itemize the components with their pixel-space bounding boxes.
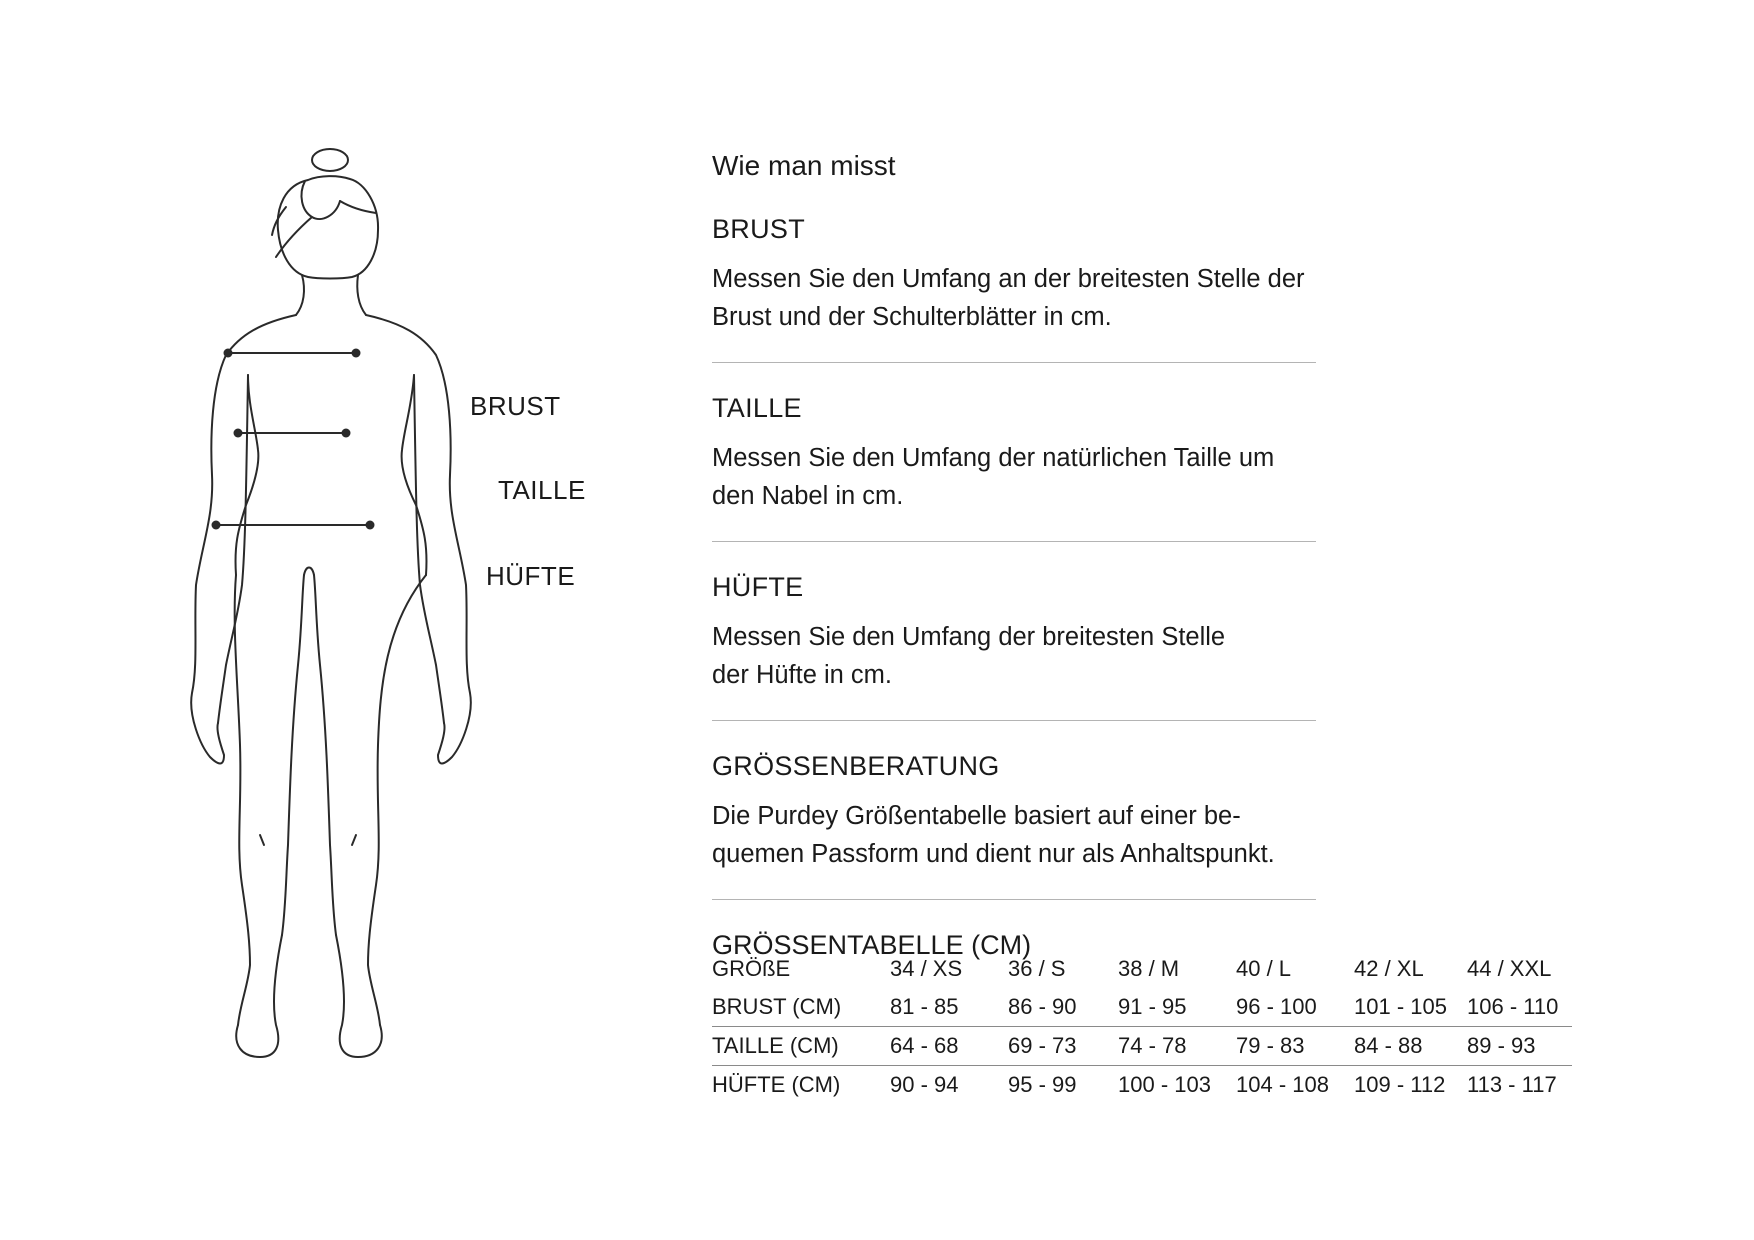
right-hand-inner: [414, 375, 444, 723]
table-header-row: [712, 950, 1572, 988]
waist-dot-right: [342, 429, 351, 438]
chest-figure-label: BRUST: [470, 391, 561, 421]
hair-strand: [340, 201, 376, 213]
table-cell: 69 - 73: [1008, 1027, 1118, 1066]
table-row-waist: [712, 1027, 1572, 1066]
table-row-hip: [712, 1066, 1572, 1105]
table-header-cell: 40 / L: [1236, 956, 1292, 981]
waist-dot-left: [234, 429, 243, 438]
crotch: [304, 568, 314, 576]
table-cell: 81 - 85: [890, 988, 1008, 1027]
hip-dot-right: [366, 521, 375, 530]
left-knee: [260, 835, 264, 845]
table-header-cell: 44 / XXL: [1467, 956, 1552, 981]
right-leg-outer: [368, 575, 426, 1025]
waist-figure-label: TAILLE: [498, 475, 586, 505]
neck-right: [357, 275, 366, 315]
table-cell: 101 - 105: [1354, 988, 1467, 1027]
hair-strand: [276, 217, 312, 257]
table-cell: 84 - 88: [1354, 1027, 1467, 1066]
table-header-cell: GRÖßE: [712, 956, 791, 981]
table-cell: 86 - 90: [1008, 988, 1118, 1027]
table-cell: 95 - 99: [1008, 1072, 1077, 1097]
body-figure: [190, 145, 610, 1105]
table-cell: 91 - 95: [1118, 988, 1236, 1027]
section-text: Messen Sie den Umfang der breitesten Stelle der Hüfte in cm.: [712, 623, 1226, 689]
table-row-chest: [712, 988, 1572, 1027]
table-header-cell: 42 / XL: [1354, 956, 1424, 981]
guide-section-waist: [712, 391, 1316, 542]
guide-intro: Wie man misst: [712, 150, 896, 181]
table-cell: 89 - 93: [1467, 1027, 1572, 1066]
guide-section-size-advice: [712, 749, 1316, 900]
left-side-outline: [191, 315, 296, 764]
hip-figure-label: HÜFTE: [486, 561, 576, 591]
table-row-label: HÜFTE (CM): [712, 1072, 841, 1097]
table-cell: 109 - 112: [1354, 1072, 1446, 1097]
table-cell: 64 - 68: [890, 1027, 1008, 1066]
table-header-cell: 34 / XS: [890, 956, 963, 981]
table-cell: 96 - 100: [1236, 988, 1354, 1027]
table-cell: 79 - 83: [1236, 1027, 1354, 1066]
table-header-cell: 38 / M: [1118, 956, 1180, 981]
left-hand-inner: [218, 375, 248, 723]
guide-section-hip: [712, 570, 1316, 721]
left-leg-inner: [282, 575, 304, 935]
section-title: BRUST: [712, 214, 806, 244]
right-leg-inner: [314, 575, 336, 935]
hip-dot-left: [212, 521, 221, 530]
chest-dot-left: [224, 349, 233, 358]
section-title: HÜFTE: [712, 572, 804, 602]
table-cell: 100 - 103: [1118, 1072, 1211, 1097]
table-row-label: TAILLE (CM): [712, 1027, 890, 1066]
table-header-cell: 36 / S: [1008, 956, 1066, 981]
hair-strand: [301, 181, 340, 219]
table-cell: 90 - 94: [890, 1072, 959, 1097]
table-cell: 104 - 108: [1236, 1072, 1329, 1097]
head-outline: [278, 176, 378, 278]
guide-section-chest: [712, 212, 1316, 363]
section-title: GRÖSSENBERATUNG: [712, 751, 1000, 781]
table-cell: 106 - 110: [1467, 988, 1572, 1027]
measurement-guide: [712, 148, 1316, 980]
table-cell: 113 - 117: [1467, 1072, 1557, 1097]
section-text: Die Purdey Größentabelle basiert auf einer be- quemen Passform und dient nur als Anhaltspunkt.: [712, 802, 1275, 868]
hair-bun: [312, 149, 348, 171]
body-outline-illustration: [190, 145, 610, 1105]
left-leg-outer: [235, 575, 250, 1025]
table-row-label: BRUST (CM): [712, 988, 890, 1027]
table-cell: 74 - 78: [1118, 1027, 1236, 1066]
right-knee: [352, 835, 356, 845]
chest-dot-right: [352, 349, 361, 358]
size-chart-title: GRÖSSENTABELLE (CM): [712, 930, 1032, 960]
section-title: TAILLE: [712, 393, 802, 423]
size-chart-table: [712, 950, 1572, 1104]
section-text: Messen Sie den Umfang an der breitesten Stelle der Brust und der Schulterblätter in cm.: [712, 265, 1305, 331]
neck-left: [296, 275, 304, 315]
section-text: Messen Sie den Umfang der natürlichen Taille um den Nabel in cm.: [712, 444, 1275, 510]
